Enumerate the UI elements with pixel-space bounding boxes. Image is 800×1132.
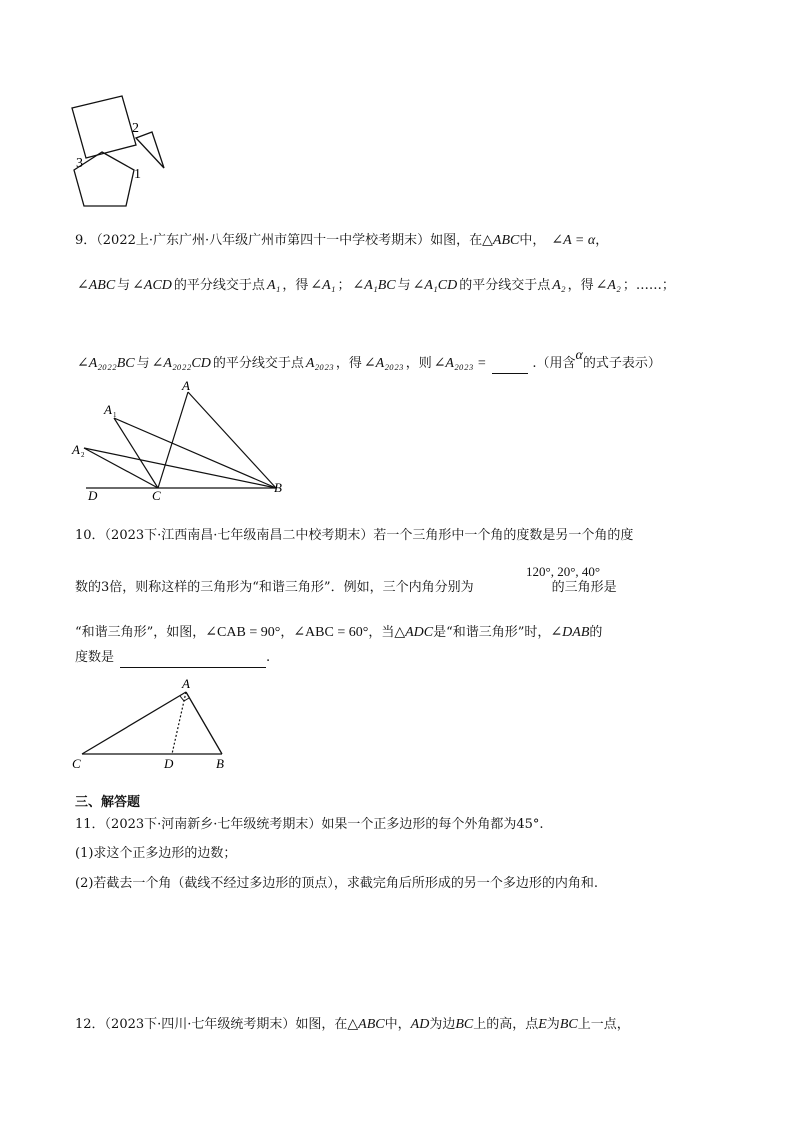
q9-line2-run-0: ∠ABC [77, 278, 116, 293]
q12-text-1: 中， [384, 1017, 411, 1032]
q12-text-4: 为 [546, 1017, 560, 1032]
q10-text-4: 度数是 [75, 650, 115, 665]
q9-angle-a: ∠A = α [551, 233, 596, 248]
q12-text-end: 上一点， [577, 1017, 630, 1032]
q9-line2-run-15: ；……； [622, 278, 675, 293]
q9-line3-run-4: A₂₀₂₃ [305, 356, 334, 371]
q9-line3-run-3: 的平分线交于点 [212, 356, 304, 371]
q9-line-2 [75, 276, 675, 296]
q9-label-a1-sub: 1 [113, 411, 117, 419]
q9-line3-run-5: ，得 [335, 356, 362, 371]
q11-part-1: (1)求这个正多边形的边数； [75, 846, 237, 861]
q12-seg-bc-2: BC [559, 1017, 578, 1032]
q10-line-1: 10．（2023下·江西南昌·七年级南昌二中校考期末）若一个三角形中一个角的度数是另一个角的度 [75, 528, 634, 543]
q9-answer-blank[interactable] [492, 359, 528, 374]
q12-seg-bc: BC [455, 1017, 474, 1032]
q9-line3-run-1: 与 [136, 356, 150, 371]
q10-angle-abc: ∠ABC = 60° [293, 625, 369, 640]
q10-label-a: A [182, 676, 190, 691]
angle-label-3: 3 [76, 156, 83, 171]
square-shape [72, 96, 136, 158]
q10-figure [68, 674, 238, 774]
q9-label-a: A [182, 380, 190, 393]
q9-line2-run-13: ，得 [567, 278, 594, 293]
q9-line3-run-7: ，则 [405, 356, 432, 371]
polygons-figure [60, 90, 180, 215]
triangle-shape [136, 132, 164, 168]
q12-text: 12．（2023下·四川·七年级统考期末）如图，在 [75, 1017, 348, 1032]
q11-line-1: 11．（2023下·河南新乡·七年级统考期末）如果一个正多边形的每个外角都为45°. [75, 817, 544, 832]
q10-text-3: “和谐三角形”，如图， [75, 625, 206, 640]
angle-label-1: 1 [134, 167, 141, 182]
q10-text-post: 的三角形是 [551, 580, 617, 595]
q9-line3-run-2: ∠A₂₀₂₂CD [151, 356, 211, 371]
pentagon-shape [74, 152, 134, 206]
q9-line2-run-3: 的平分线交于点 [173, 278, 265, 293]
q9-line2-run-2: ∠ACD [132, 278, 172, 293]
q10-label-b: B [216, 756, 224, 771]
q9-line3-run-0: ∠A₂₀₂₂BC [77, 356, 135, 371]
q10-text-4-end: . [266, 650, 271, 665]
q12-text-2: 为边 [429, 1017, 456, 1032]
q9-line2-run-7: ； [337, 278, 351, 293]
q10-answer-blank[interactable] [120, 653, 266, 668]
q9-alpha: α [575, 348, 583, 363]
angle-label-2: 2 [132, 121, 139, 136]
q10-label-c: C [72, 756, 81, 771]
q10-line-4 [75, 648, 270, 668]
q10-angle-dab: ∠DAB [550, 625, 590, 640]
q12-triangle-abc: △ABC [347, 1017, 385, 1032]
q9-line2-run-9: 与 [397, 278, 411, 293]
q9-line-3 [75, 346, 661, 374]
q10-text-end: 的 [589, 625, 603, 640]
q9-hint-pre: .（用含 [532, 356, 576, 371]
q12-text-3: 上的高，点 [473, 1017, 539, 1032]
q10-sep: ， [280, 625, 294, 640]
q9-line2-run-10: ∠A₁CD [412, 278, 458, 293]
q9-hint-post: 的式子表示） [582, 356, 661, 371]
q11-part-2: (2)若截去一个角（截线不经过多边形的顶点），求截完角后所形成的另一个多边形的内角和. [75, 876, 599, 891]
q9-label-d: D [88, 488, 98, 500]
q9-figure [68, 380, 298, 500]
q10-text: 数的3倍，则称这样的三角形为“和谐三角形”．例如，三个内角分别为 [75, 580, 474, 595]
q12-seg-ad: AD [410, 1017, 430, 1032]
q10-angle-cab: ∠CAB = 90° [205, 625, 281, 640]
q9-line2-run-12: A₂ [552, 278, 566, 293]
q9-line2-run-8: ∠A₁BC [352, 278, 396, 293]
q10-text-mid: ，当 [368, 625, 395, 640]
q10-triangle-adc: △ADC [394, 625, 434, 640]
q9-label-b: B [274, 480, 282, 495]
q9-label-a2-sub: 2 [81, 451, 85, 459]
q9-label-a2: A [72, 442, 80, 457]
q9-triangle-abc: △ABC [482, 233, 520, 248]
q9-line2-run-4: A₁ [266, 278, 281, 293]
q9-text: 9．（2022上·广东广州·八年级广州市第四十一中学校考期末）如图，在 [75, 233, 483, 248]
q9-text-mid: 中， [519, 233, 546, 248]
q12-point-e: E [538, 1017, 547, 1032]
q9-text-end: ， [595, 233, 609, 248]
q12-line-1 [75, 1015, 630, 1035]
q10-line-2 [75, 578, 617, 598]
section-title: 三、解答题 [75, 795, 141, 810]
q9-label-a1: A [104, 402, 112, 417]
q9-line3-run-8: ∠A₂₀₂₃ = [433, 356, 487, 371]
q10-text-post3: 是“和谐三角形”时， [433, 625, 551, 640]
q9-line2-run-14: ∠A₂ [595, 278, 621, 293]
q9-line2-run-5: ，得 [282, 278, 309, 293]
q10-example-angles: 120°, 20°, 40° [526, 564, 601, 579]
q9-line3-run-6: ∠A₂₀₂₃ [363, 356, 404, 371]
q9-line-1 [75, 231, 608, 251]
q9-line2-run-1: 与 [117, 278, 131, 293]
q10-line-3 [75, 623, 602, 643]
q10-label-d: D [164, 756, 174, 771]
q9-line2-run-6: ∠A₁ [310, 278, 336, 293]
q9-line2-run-11: 的平分线交于点 [459, 278, 551, 293]
q9-label-c: C [152, 488, 161, 500]
